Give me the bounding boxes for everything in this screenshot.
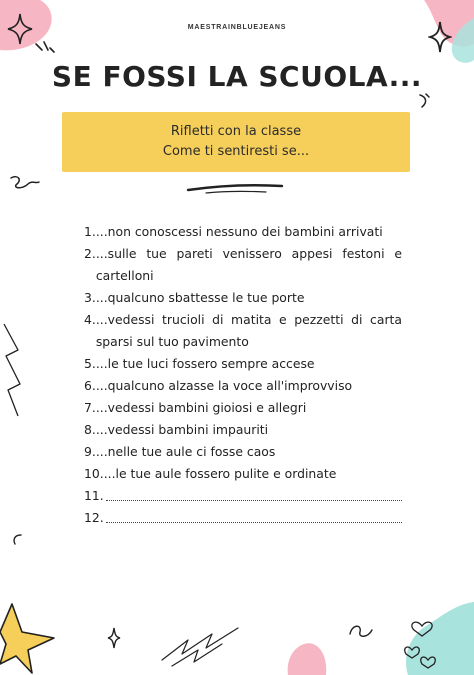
- item-number: 12.: [84, 510, 104, 525]
- curl-icon: [346, 620, 376, 642]
- brush-stroke-divider: [186, 180, 284, 194]
- hearts-icon: [402, 614, 442, 672]
- banner-line-2: Come ti sentiresti se...: [162, 144, 310, 159]
- blank-answer-line: [106, 485, 402, 501]
- blank-answer-line: [106, 507, 402, 523]
- item-number: 3.: [84, 290, 96, 305]
- yellow-star-icon: [0, 598, 64, 675]
- squiggle-icon: [8, 172, 42, 194]
- zigzag-scribble-icon: [158, 620, 244, 670]
- item-number: 11.: [84, 488, 104, 503]
- item-text: ...le tue aule fossero pulite e ordinate: [103, 466, 337, 481]
- item-number: 5.: [84, 356, 96, 371]
- item-number: 9.: [84, 444, 96, 459]
- dash-marks-icon: [32, 40, 56, 62]
- list-item: [84, 441, 402, 463]
- sparkle-star-icon: [106, 626, 122, 650]
- item-number: 2.: [84, 246, 96, 261]
- list-item: [84, 375, 402, 397]
- item-text: ...non conoscessi nessuno dei bambini arrivati: [95, 224, 383, 239]
- list-item: [84, 463, 402, 485]
- zigzag-bolt-icon: [0, 320, 24, 420]
- instruction-banner: [62, 112, 410, 172]
- list-item: [84, 287, 402, 309]
- item-text: ...nelle tue aule ci fosse caos: [95, 444, 276, 459]
- page-title: SE FOSSI LA SCUOLA...: [51, 60, 423, 93]
- question-list: [84, 221, 402, 529]
- item-number: 6.: [84, 378, 96, 393]
- item-number: 4.: [84, 312, 96, 327]
- item-text: ...vedessi bambini impauriti: [95, 422, 269, 437]
- list-item: [84, 309, 402, 353]
- brand-name: MAESTRAINBLUEJEANS: [187, 24, 287, 31]
- banner-line-1: Rifletti con la classe: [170, 124, 302, 139]
- small-hook-icon: [10, 532, 24, 546]
- item-text: ...qualcuno sbattesse le tue porte: [95, 290, 305, 305]
- item-number: 10.: [84, 466, 104, 481]
- item-number: 1.: [84, 224, 96, 239]
- item-text: ...qualcuno alzasse la voce all'improvviso: [95, 378, 353, 393]
- item-number: 8.: [84, 422, 96, 437]
- list-item: [84, 419, 402, 441]
- item-text: ...sulle tue pareti venissero appesi festoni e cartelloni: [95, 246, 402, 283]
- pink-blob-bottom: [284, 628, 330, 675]
- item-text: ...vedessi bambini gioiosi e allegri: [95, 400, 307, 415]
- blank-list-item: [84, 507, 402, 529]
- list-item: [84, 221, 402, 243]
- bracket-mark-icon: [416, 92, 432, 110]
- list-item: [84, 243, 402, 287]
- list-item: [84, 353, 402, 375]
- item-text: ...le tue luci fossero sempre accese: [95, 356, 315, 371]
- item-text: ...vedessi trucioli di matita e pezzetti di carta sparsi sul tuo pavimento: [95, 312, 402, 349]
- list-item: [84, 397, 402, 419]
- blank-list-item: [84, 485, 402, 507]
- item-number: 7.: [84, 400, 96, 415]
